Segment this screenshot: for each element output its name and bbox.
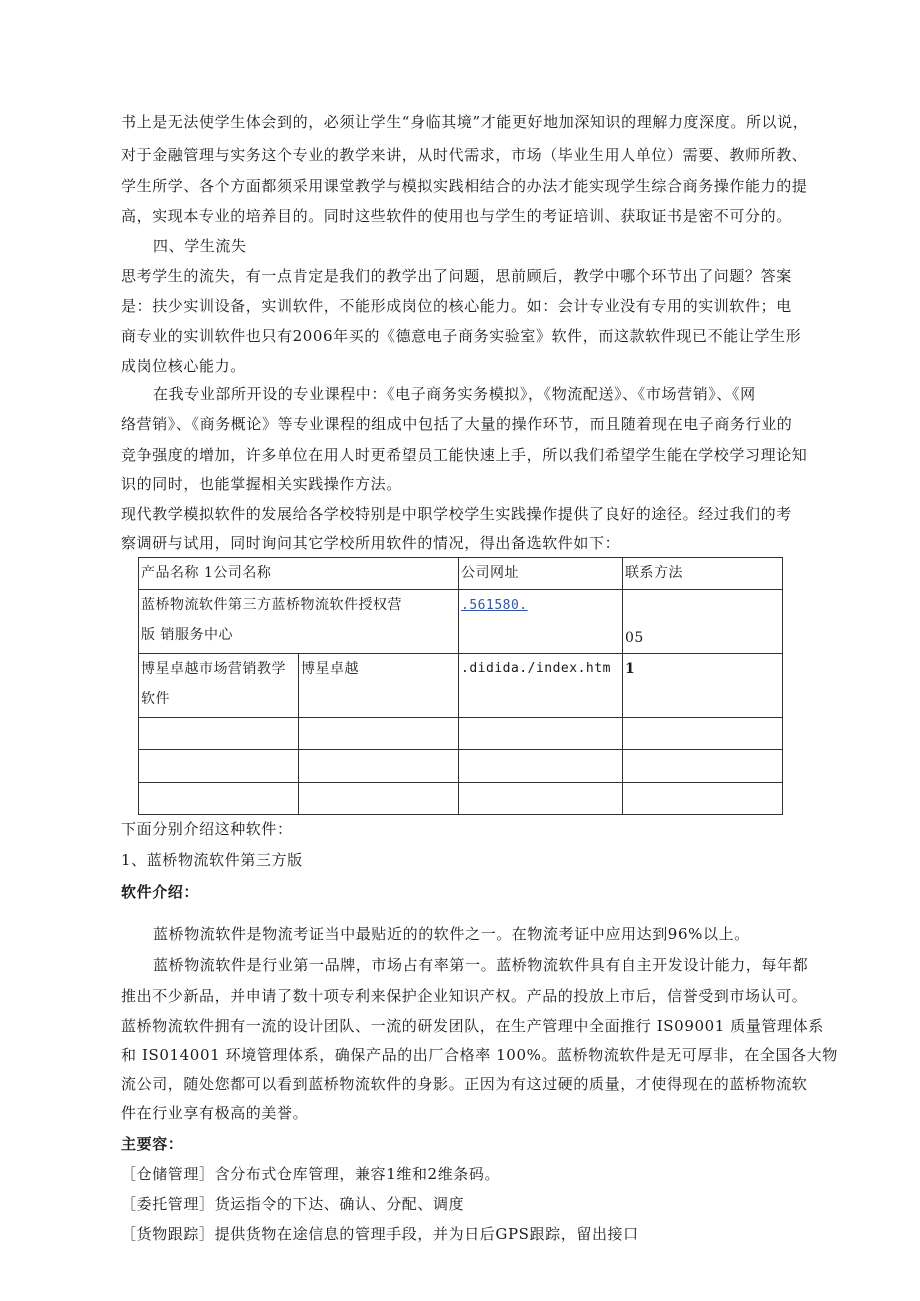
paragraph-line: 书上是无法使学生体会到的，必须让学生“身临其境”才能更好地加深知识的理解力度深度。所以说， [121, 113, 809, 131]
empty-cell [299, 717, 459, 749]
feature-item: ［仓储管理］含分布式仓库管理，兼容1维和2维条码。 [121, 1165, 501, 1183]
feature-item: ［货物跟踪］提供货物在途信息的管理手段，并为日后GPS跟踪，留出接口 [121, 1225, 639, 1243]
paragraph-line: 察调研与试用，同时询问其它学校所用软件的情况，得出备选软件如下： [121, 534, 621, 552]
empty-cell [299, 750, 459, 782]
paragraph-line: 高，实现本专业的培养目的。同时这些软件的使用也与学生的考证培训、获取证书是密不可分的。 [121, 207, 792, 225]
contact-cell: 1 [623, 654, 783, 718]
table-row-empty [139, 717, 783, 749]
product-cell [139, 654, 299, 718]
empty-cell [139, 750, 299, 782]
table-header-row [139, 558, 783, 590]
product-line: 蓝桥物流软件第三方蓝桥物流软件授权营 [141, 597, 402, 614]
table-row-empty [139, 782, 783, 814]
website-link[interactable]: .561580. [461, 598, 528, 614]
product-line: 软件 [141, 691, 170, 708]
product-line: 版 销服务中心 [141, 627, 233, 644]
website-cell: .didida./index.htm [459, 654, 623, 718]
paragraph-line: 络营销》、《商务概论》等专业课程的组成中包括了大量的操作环节，而且随着现在电子商务行业的 [121, 415, 793, 433]
table-row [139, 590, 783, 654]
intro-heading: 软件介绍： [121, 883, 200, 901]
company-cell: 博星卓越 [299, 654, 459, 718]
paragraph-line: 识的同时，也能掌握相关实践操作方法。 [121, 475, 402, 493]
paragraph-line: 流公司，随处您都可以看到蓝桥物流软件的身影。正因为有这过硬的质量，才使得现在的蓝桥物流软 [121, 1075, 808, 1093]
paragraph-line: 下面分别介绍这种软件： [121, 820, 293, 838]
product-cell [139, 590, 459, 654]
empty-cell [459, 782, 623, 814]
main-content-heading: 主要容： [121, 1135, 184, 1153]
paragraph-line: 竞争强度的增加，许多单位在用人时更希望员工能快速上手，所以我们希望学生能在学校学习理论知 [121, 446, 808, 464]
paragraph-line: 蓝桥物流软件是行业第一品牌，市场占有率第一。蓝桥物流软件具有自主开发设计能力，每年都 [153, 956, 809, 974]
list-item-title: 1、蓝桥物流软件第三方版 [121, 851, 303, 869]
header-contact: 联系方法 [623, 558, 783, 590]
website-cell[interactable] [459, 590, 623, 654]
empty-cell [623, 750, 783, 782]
empty-cell [623, 717, 783, 749]
paragraph-line: 在我专业部所开设的专业课程中：《电子商务实务模拟》，《物流配送》、《市场营销》、《网 [153, 385, 756, 403]
product-line: 博星卓越市场营销教学 [141, 661, 286, 678]
paragraph-line: 是：扶少实训设备，实训软件，不能形成岗位的核心能力。如：会计专业没有专用的实训软件；电 [121, 297, 792, 315]
paragraph-line: 学生所学、各个方面都须采用课堂教学与模拟实践相结合的办法才能实现学生综合商务操作能力的提 [121, 177, 808, 195]
header-product-company: 产品名称 1公司名称 [139, 558, 459, 590]
software-table [138, 557, 783, 815]
empty-cell [459, 717, 623, 749]
feature-item: ［委托管理］货运指令的下达、确认、分配、调度 [121, 1195, 465, 1213]
table-row [139, 654, 783, 718]
empty-cell [623, 782, 783, 814]
paragraph-line: 蓝桥物流软件是物流考证当中最贴近的的软件之一。在物流考证中应用达到96%以上。 [153, 925, 750, 943]
paragraph-line: 蓝桥物流软件拥有一流的设计团队、一流的研发团队，在生产管理中全面推行 IS09001 质量管理体系 [121, 1017, 824, 1035]
empty-cell [459, 750, 623, 782]
contact-value: 05 [625, 630, 644, 647]
table-row-empty [139, 750, 783, 782]
section-heading: 四、学生流失 [153, 237, 247, 255]
paragraph-line: 现代教学模拟软件的发展给各学校特别是中职学校学生实践操作提供了良好的途径。经过我们的考 [121, 505, 792, 523]
paragraph-line: 件在行业享有极高的美誉。 [121, 1104, 309, 1122]
paragraph-line: 推出不少新品，并申请了数十项专利来保护企业知识产权。产品的投放上市后，信誉受到市场认可。 [121, 987, 808, 1005]
empty-cell [139, 717, 299, 749]
paragraph-line: 商专业的实训软件也只有2006年买的《德意电子商务实验室》软件，而这款软件现已不能让学生形 [121, 327, 802, 345]
paragraph-line: 成岗位核心能力。 [121, 357, 246, 375]
header-website: 公司网址 [459, 558, 623, 590]
contact-cell [623, 590, 783, 654]
paragraph-line: 和 IS014001 环境管理体系，确保产品的出厂合格率 100%。蓝桥物流软件是无可厚非，在全国各大物 [121, 1046, 838, 1064]
paragraph-line: 对于金融管理与实务这个专业的教学来讲，从时代需求，市场（毕业生用人单位）需要、教师所教、 [121, 146, 808, 164]
empty-cell [299, 782, 459, 814]
paragraph-line: 思考学生的流失，有一点肯定是我们的教学出了问题，思前顾后，教学中哪个环节出了问题？答案 [121, 267, 792, 285]
empty-cell [139, 782, 299, 814]
